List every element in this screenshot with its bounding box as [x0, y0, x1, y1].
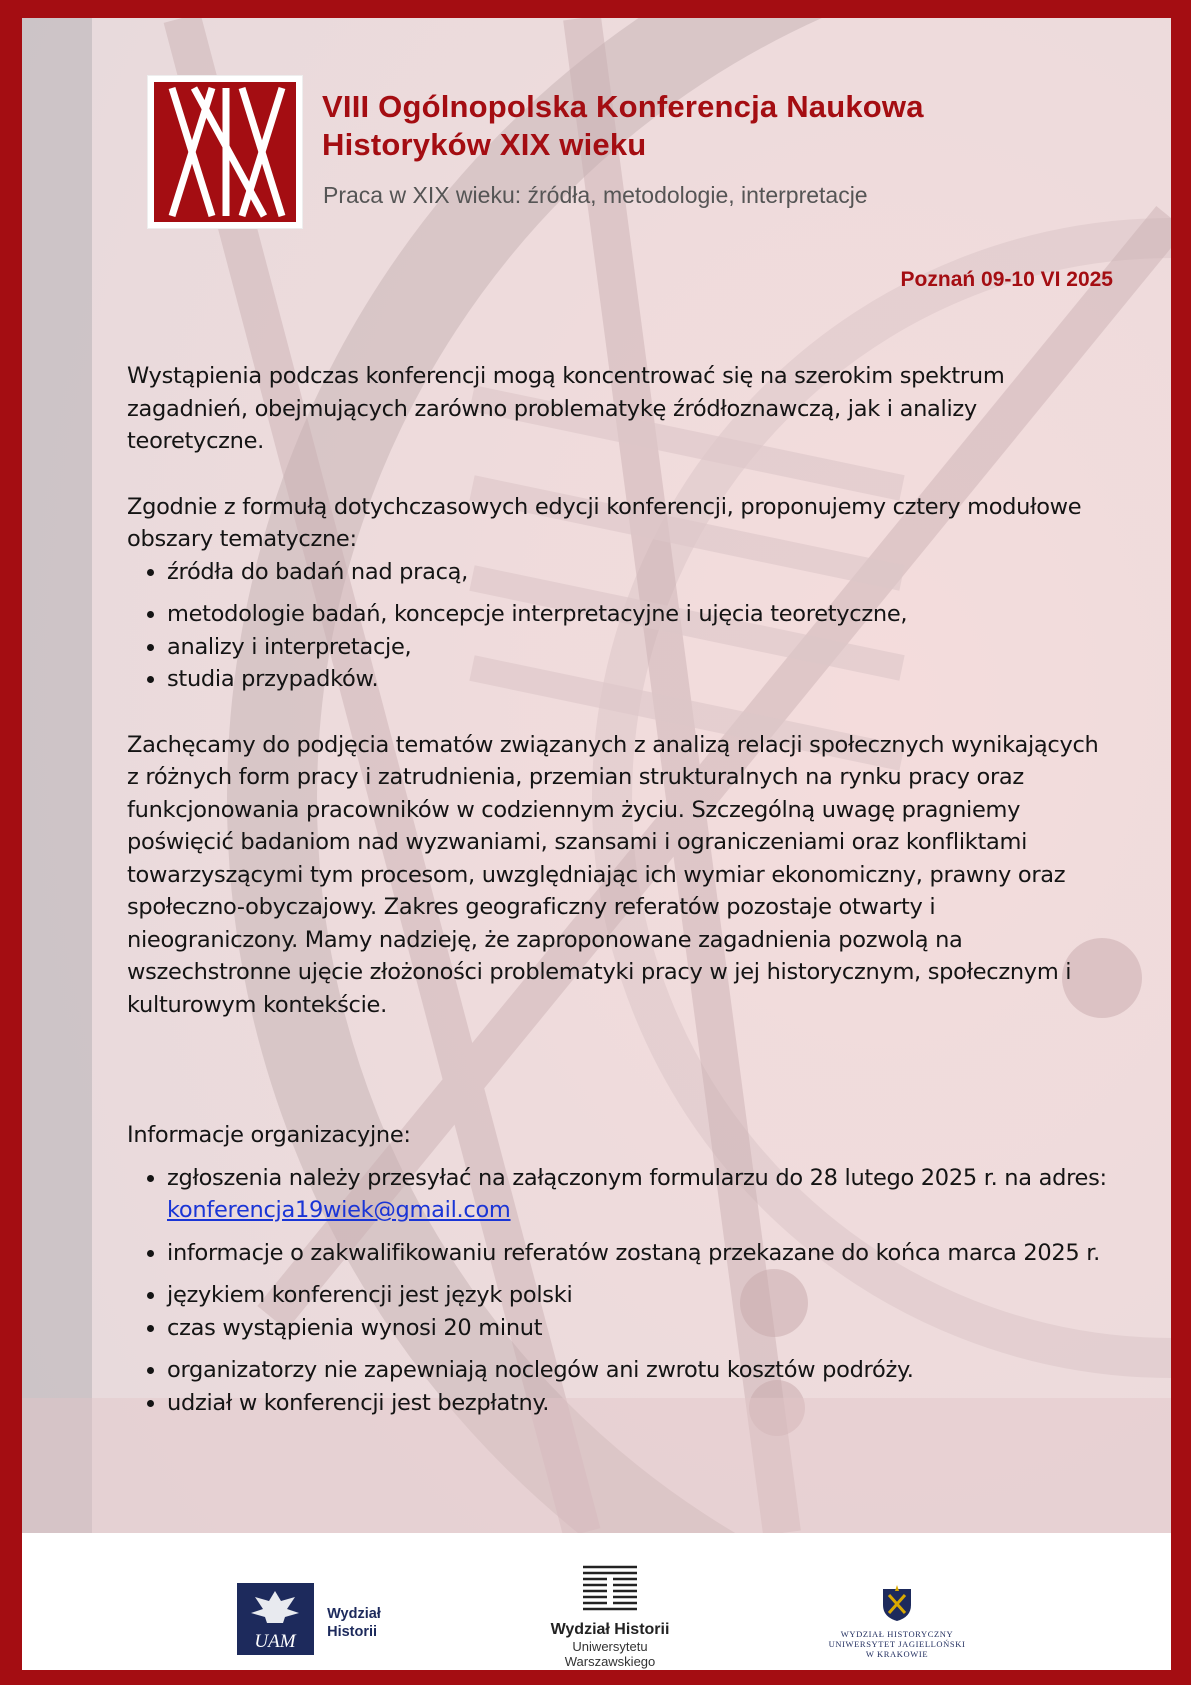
list-item: • studia przypadków. — [167, 663, 1112, 696]
uw-label-line2: Uniwersytetu Warszawskiego — [564, 1639, 656, 1669]
thematic-areas-list — [127, 556, 1112, 696]
uw-history-logo — [530, 1563, 690, 1669]
list-item: • organizatorzy nie zapewniają noclegów ani zwrotu kosztów podróży. — [167, 1354, 1112, 1387]
uj-label-line2: UNIWERSYTET JAGIELLOŃSKI — [828, 1639, 966, 1649]
email-link[interactable]: konferencja19wiek@gmail.com — [167, 1197, 511, 1223]
uam-label-line1: Wydział — [327, 1606, 381, 1622]
list-item: • analizy i interpretacje, — [167, 631, 1112, 664]
uam-label-line2: Historii — [327, 1624, 378, 1640]
organizational-heading: Informacje organizacyjne: — [127, 1122, 411, 1148]
list-item: • językiem konferencji jest język polski — [167, 1279, 1112, 1312]
areas-lead: Zgodnie z formułą dotychczasowych edycji konferencji, proponujemy cztery modułowe obszary tematyczne: — [127, 493, 1082, 552]
conference-title-line2: Historyków XIX wieku — [322, 127, 647, 162]
uj-crest-icon — [879, 1583, 915, 1623]
list-item: • metodologie badań, koncepcje interpretacyjne i ujęcia teoretyczne, — [167, 598, 1112, 631]
list-item: • informacje o zakwalifikowaniu referatów zostaną przekazane do końca marca 2025 r. — [167, 1237, 1112, 1270]
organizational-list — [127, 1162, 1112, 1420]
list-item: • udział w konferencji jest bezpłatny. — [167, 1387, 1112, 1420]
uj-history-logo — [822, 1583, 972, 1659]
uj-label-line1: WYDZIAŁ HISTORYCZNY — [840, 1629, 954, 1639]
poster-page — [22, 18, 1171, 1670]
uam-eagle-icon — [237, 1583, 314, 1655]
intro-paragraph: Wystąpienia podczas konferencji mogą koncentrować się na szerokim spektrum zagadnień, obejmujących zarówno problematykę źródłoznawczą, jak i analizy teoretyczne. — [127, 363, 1005, 454]
footer-logos — [22, 1533, 1171, 1670]
conference-date: Poznań 09-10 VI 2025 — [900, 268, 1113, 291]
encouragement-paragraph: Zachęcamy do podjęcia tematów związanych z analizą relacji społecznych wynikających z różnych form pracy i zatrudnienia, przemian strukturalnych na rynku pracy oraz funkcjonowania pracowników w codziennym życiu. Szczególną uwagę pragniemy poświęcić badaniom nad wyzwaniami, szansami i ograniczeniami oraz konfliktami towarzyszącymi tym procesom, uwzględniając ich wymiar ekonomiczny, prawny oraz społeczno-obyczajowy. Zakres geograficzny referatów pozostaje otwarty i nieograniczony. Mamy nadzieję, że zaproponowane zagadnienia pozwolą na wszechstronne ujęcie złożoności problematyki pracy w jej historycznym, społecznym i kulturowym kontekście. — [127, 731, 1099, 1018]
list-item: • źródła do badań nad pracą, — [167, 556, 1112, 589]
uam-history-logo — [237, 1583, 381, 1655]
list-item — [167, 1162, 1112, 1227]
submission-text: zgłoszenia należy przesyłać na załączonym formularzu do 28 lutego 2025 r. na adres: — [167, 1164, 1107, 1191]
uam-mark: UAM — [254, 1631, 296, 1652]
book-columns-icon — [579, 1563, 641, 1615]
list-item: • czas wystąpienia wynosi 20 minut — [167, 1312, 1112, 1345]
conference-logo — [148, 76, 302, 228]
conference-subtitle: Praca w XIX wieku: źródła, metodologie, interpretacje — [323, 182, 868, 208]
uw-label-line1: Wydział Historii — [550, 1621, 670, 1638]
conference-title-line1: VIII Ogólnopolska Konferencja Naukowa — [322, 89, 924, 124]
uj-label-line3: W KRAKOWIE — [865, 1649, 929, 1659]
announcement-body — [127, 360, 1112, 1419]
